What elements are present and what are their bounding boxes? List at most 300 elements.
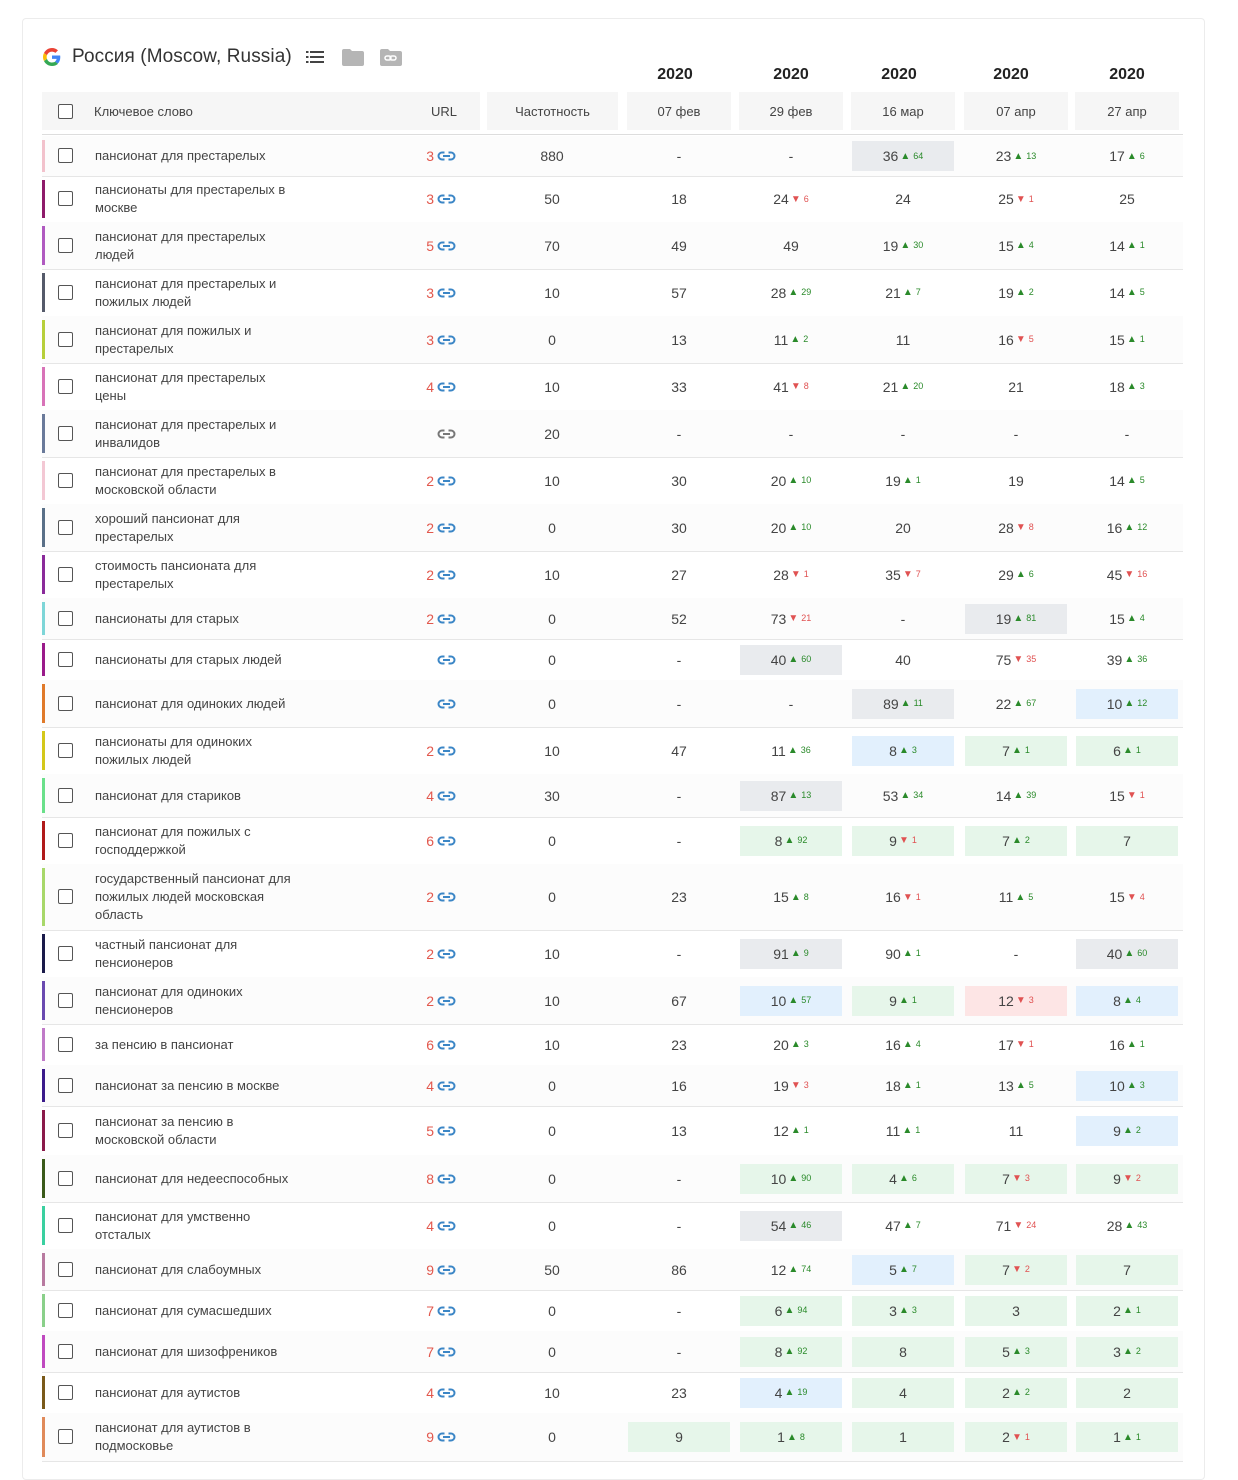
url-count[interactable]: 6 [426,1036,434,1053]
frequency-value: 0 [548,1302,556,1319]
row-checkbox[interactable] [58,1429,73,1444]
row-checkbox[interactable] [58,191,73,206]
position-value: - [676,1343,682,1360]
position-cell [965,419,1067,449]
url-cell [414,148,456,164]
link-icon[interactable] [437,1173,456,1185]
position-value: 21 [885,284,901,301]
link-icon[interactable] [437,150,456,162]
position-down-delta: ▼ 35 [1013,654,1037,665]
link-icon[interactable] [437,790,456,802]
position-down-delta: ▼ 4 [1126,891,1145,903]
position-down-delta: ▼ 1 [902,891,921,903]
link-icon[interactable] [437,745,456,757]
position-value: 5 [889,1261,897,1278]
arrow-down-icon: ▼ [902,569,913,580]
position-value: - [900,610,906,627]
position-cell [965,939,1067,969]
position-cell [965,1211,1067,1241]
row-checkbox[interactable] [58,993,73,1008]
position-up-delta: ▲ 74 [788,1264,812,1275]
arrow-up-icon: ▲ [898,1305,909,1316]
keyword-text: пансионат для шизофреников [95,1343,278,1359]
position-value: - [676,832,682,849]
position-value: 5 [1002,1343,1010,1360]
position-value: 12 [998,992,1014,1009]
arrow-down-icon: ▼ [1015,1039,1026,1050]
position-up-delta: ▲ 3 [1011,1346,1030,1357]
frequency-value: 0 [548,832,556,849]
position-value: 71 [995,1217,1012,1234]
row-checkbox[interactable] [58,238,73,253]
url-count[interactable]: 2 [426,945,434,962]
arrow-up-icon: ▲ [1126,613,1137,624]
arrow-up-icon: ▲ [1015,287,1026,298]
position-cell [965,736,1067,766]
url-count[interactable]: 2 [426,992,434,1009]
position-cell [965,1030,1067,1060]
link-icon[interactable] [437,1387,456,1399]
link-icon[interactable] [437,287,456,299]
position-value: 9 [889,832,897,849]
keyword-color-marker [42,320,45,359]
url-count[interactable]: 2 [426,472,434,489]
link-icon[interactable] [437,1431,456,1443]
position-cell [628,882,730,912]
position-down-delta: ▼ 24 [1013,1220,1037,1231]
keyword-color-marker [42,1417,45,1457]
row-checkbox[interactable] [58,743,73,758]
arrow-up-icon: ▲ [902,287,913,298]
position-cell [1076,1030,1178,1060]
frequency-value: 0 [548,1429,556,1445]
row-checkbox[interactable] [58,1385,73,1400]
position-cell [628,781,730,811]
link-icon[interactable] [437,995,456,1007]
keyword-color-marker [42,226,45,265]
arrow-down-icon: ▼ [902,891,913,903]
keyword-color-marker [42,273,45,312]
row-checkbox[interactable] [58,611,73,626]
list-icon[interactable] [306,50,324,64]
arrow-up-icon: ▲ [900,698,911,709]
url-count[interactable]: 2 [426,610,434,627]
position-cell [965,1296,1067,1326]
table-row [42,1290,1183,1332]
arrow-up-icon: ▲ [784,1305,795,1316]
url-count[interactable]: 2 [426,519,434,536]
date-column-0[interactable]: 07 фев [627,92,731,130]
position-cell [740,325,842,355]
url-count[interactable]: 4 [426,1384,434,1401]
position-value: 20 [770,519,787,536]
position-value: 3 [1113,1343,1121,1360]
position-down-delta: ▼ 1 [790,569,809,580]
link-icon[interactable] [437,428,456,440]
position-up-delta: ▲ 92 [784,835,808,846]
position-down-delta: ▼ 3 [1015,995,1034,1006]
row-checkbox[interactable] [58,285,73,300]
position-cell [1076,231,1178,261]
position-value: 22 [995,695,1012,712]
link-icon[interactable] [437,613,456,625]
url-count[interactable]: 7 [426,1343,434,1360]
position-value: 19 [995,610,1012,627]
url-column-label[interactable]: URL [431,103,458,119]
link-icon[interactable] [437,1264,456,1276]
position-up-delta: ▲ 36 [1124,654,1148,665]
frequency-value: 880 [540,148,564,164]
position-cell [852,278,954,308]
arrow-up-icon: ▲ [784,1387,795,1398]
url-cell [414,1262,456,1278]
url-count[interactable]: 4 [426,1217,434,1234]
position-up-delta: ▲ 19 [784,1387,808,1398]
position-cell [740,1378,842,1408]
url-count[interactable]: 5 [426,1122,434,1139]
position-cell [628,1164,730,1194]
table-row [42,1202,1183,1250]
url-count[interactable]: 2 [426,742,434,759]
position-cell [740,1337,842,1367]
row-checkbox[interactable] [58,379,73,394]
arrow-down-icon: ▼ [1126,790,1137,801]
arrow-up-icon: ▲ [1011,1346,1022,1357]
position-cell [1076,736,1178,766]
keyword-color-marker [42,1206,45,1245]
link-icon[interactable] [437,1039,456,1051]
url-cell [414,191,456,207]
position-cell [1076,986,1178,1016]
position-cell [1076,781,1178,811]
position-cell [852,1378,954,1408]
row-checkbox[interactable] [58,148,73,163]
position-up-delta: ▲ 1 [1122,1431,1141,1443]
keyword-text: пансионат для престарелых цены [95,369,266,403]
url-count[interactable]: 4 [426,787,434,804]
position-cell [1076,1211,1178,1241]
keyword-column-label[interactable]: Ключевое слово [94,103,193,119]
table-row [42,1106,1183,1156]
position-cell [852,1030,954,1060]
position-value: 23 [671,1036,687,1053]
position-cell [1076,466,1178,496]
url-count[interactable]: 8 [426,1170,434,1187]
position-cell [1076,1422,1178,1452]
arrow-up-icon: ▲ [902,475,913,486]
position-cell [965,1255,1067,1285]
position-cell [852,1337,954,1367]
table-row [42,864,1183,931]
position-cell [628,826,730,856]
position-value: 12 [770,1261,787,1278]
position-up-delta: ▲ 2 [1011,835,1030,846]
position-up-delta: ▲ 6 [1015,569,1034,580]
arrow-up-icon: ▲ [1122,1125,1133,1136]
arrow-down-icon: ▼ [790,569,801,580]
link-icon[interactable] [437,1080,456,1092]
keyword-text: пансионат для престарелых в московской области [95,463,276,497]
position-value: 14 [1109,284,1125,301]
position-cell [628,231,730,261]
position-up-delta: ▲ 5 [1015,1080,1034,1091]
position-cell [965,882,1067,912]
position-cell [965,1422,1067,1452]
keyword-text: пансионат для стариков [95,787,241,803]
position-down-delta: ▼ 7 [902,569,921,580]
url-cell [414,654,456,666]
arrow-up-icon: ▲ [902,948,913,959]
position-value: - [676,787,682,804]
link-icon[interactable] [437,948,456,960]
position-down-delta: ▼ 2 [1011,1264,1030,1275]
position-cell [740,689,842,719]
url-cell [414,379,456,395]
position-up-delta: ▲ 1 [1126,334,1145,345]
position-value: 28 [773,566,789,583]
position-value: 16 [885,1036,901,1053]
row-checkbox[interactable] [58,833,73,848]
report-title: Россия (Moscow, Russia) [72,46,292,67]
arrow-up-icon: ▲ [1011,1387,1022,1398]
url-cell [414,993,456,1009]
position-value: 16 [885,889,901,905]
arrow-up-icon: ▲ [1013,150,1024,162]
link-icon[interactable] [437,522,456,534]
link-icon[interactable] [437,193,456,205]
position-value: 6 [774,1302,783,1319]
date-column-1[interactable]: 29 фев [739,92,843,130]
arrow-down-icon: ▼ [1126,891,1137,903]
select-all-checkbox[interactable] [58,104,73,119]
position-value: 30 [671,519,687,536]
frequency-value: 10 [544,1036,560,1053]
position-cell [852,184,954,214]
position-cell [740,1422,842,1452]
link-icon[interactable] [437,698,456,710]
position-value: 28 [998,519,1014,536]
url-count[interactable]: 2 [426,566,434,583]
position-up-delta: ▲ 64 [900,150,924,162]
position-up-delta: ▲ 4 [1015,240,1034,251]
url-count[interactable]: 5 [426,237,434,254]
link-icon[interactable] [437,569,456,581]
arrow-up-icon: ▲ [1126,381,1137,392]
link-icon[interactable] [437,1220,456,1232]
position-cell [1076,939,1178,969]
position-down-delta: ▼ 1 [1015,193,1034,205]
row-checkbox[interactable] [58,946,73,961]
position-cell [852,1071,954,1101]
position-up-delta: ▲ 9 [790,948,809,959]
url-count[interactable]: 6 [426,832,434,849]
arrow-up-icon: ▲ [902,1125,913,1136]
row-checkbox[interactable] [58,1303,73,1318]
arrow-up-icon: ▲ [787,745,798,756]
position-up-delta: ▲ 92 [784,1346,808,1357]
position-value: 90 [885,945,901,962]
url-cell [414,946,456,962]
position-cell [965,466,1067,496]
year-col-1: 2020 [773,66,809,83]
arrow-up-icon: ▲ [898,1173,909,1184]
link-icon[interactable] [437,381,456,393]
position-down-delta: ▼ 1 [1015,1039,1034,1050]
position-value: 15 [1109,787,1125,804]
url-count[interactable]: 3 [426,331,434,348]
url-count[interactable]: 4 [426,378,434,395]
row-checkbox[interactable] [58,1037,73,1052]
link-icon[interactable] [437,1346,456,1358]
keyword-color-marker [42,508,45,547]
row-checkbox[interactable] [58,788,73,803]
date-column-3[interactable]: 07 апр [964,92,1068,130]
arrow-up-icon: ▲ [1126,475,1137,486]
folder-icon[interactable] [342,49,364,66]
position-cell [628,1296,730,1326]
frequency-column-label[interactable]: Частотность [487,92,618,130]
row-checkbox[interactable] [58,1171,73,1186]
position-cell [628,513,730,543]
position-cell [852,604,954,634]
date-column-4[interactable]: 27 апр [1075,92,1179,130]
position-cell [852,939,954,969]
row-checkbox[interactable] [58,1262,73,1277]
url-count[interactable]: 4 [426,1077,434,1094]
url-count[interactable]: 9 [426,1261,434,1278]
position-value: 87 [770,787,787,804]
url-count[interactable]: 3 [426,284,434,301]
row-checkbox[interactable] [58,696,73,711]
position-value: - [788,695,794,712]
position-value: - [788,148,794,164]
year-col-0: 2020 [657,66,693,83]
row-checkbox[interactable] [58,1078,73,1093]
position-up-delta: ▲ 3 [1126,1080,1145,1091]
frequency-value: 10 [544,472,560,489]
keyword-text: пансионат для престарелых и пожилых людей [95,275,277,309]
row-checkbox[interactable] [58,567,73,582]
position-cell [628,1211,730,1241]
position-cell [852,986,954,1016]
position-cell [740,986,842,1016]
position-up-delta: ▲ 3 [790,1039,809,1050]
table-row [42,363,1183,411]
position-value: 16 [671,1077,687,1094]
link-icon[interactable] [437,891,456,903]
position-up-delta: ▲ 8 [790,891,809,903]
frequency-value: 10 [544,742,560,759]
row-checkbox[interactable] [58,426,73,441]
position-up-delta: ▲ 34 [900,790,924,801]
link-icon[interactable] [437,1125,456,1137]
table-row [42,930,1183,978]
position-value: 13 [671,331,687,348]
url-count[interactable]: 2 [426,889,434,905]
position-value: 14 [1109,472,1125,489]
row-checkbox[interactable] [58,1344,73,1359]
position-cell [852,645,954,675]
position-cell [628,1337,730,1367]
link-icon[interactable] [437,334,456,346]
position-up-delta: ▲ 46 [788,1220,812,1231]
position-up-delta: ▲ 67 [1013,698,1037,709]
keyword-text: пансионат за пенсию в москве [95,1077,280,1093]
folder-link-icon[interactable] [380,49,402,66]
position-value: 17 [998,1036,1014,1053]
position-cell [852,1296,954,1326]
position-up-delta: ▲ 2 [1122,1125,1141,1136]
position-value: 15 [773,889,789,905]
position-up-delta: ▲ 2 [790,334,809,345]
frequency-value: 0 [548,651,556,668]
arrow-up-icon: ▲ [1122,995,1133,1006]
arrow-down-icon: ▼ [1013,1220,1024,1231]
keyword-text: пансионат для умственно отсталых [95,1208,251,1242]
row-checkbox[interactable] [58,473,73,488]
link-icon[interactable] [437,835,456,847]
position-up-delta: ▲ 60 [1124,948,1148,959]
arrow-up-icon: ▲ [1122,1305,1133,1316]
arrow-up-icon: ▲ [1015,1080,1026,1091]
position-value: 10 [1109,1077,1125,1094]
frequency-value: 0 [548,1122,556,1139]
url-count[interactable]: 7 [426,1302,434,1319]
keyword-text: пансионат для пожилых и престарелых [95,322,252,356]
position-cell [852,231,954,261]
row-checkbox[interactable] [58,1123,73,1138]
position-value: 67 [671,992,687,1009]
row-checkbox[interactable] [58,652,73,667]
date-column-2[interactable]: 16 мар [851,92,955,130]
position-up-delta: ▲ 6 [1126,150,1145,162]
row-checkbox[interactable] [58,520,73,535]
arrow-down-icon: ▼ [1013,654,1024,665]
url-count[interactable]: 3 [426,148,434,164]
position-value: 7 [1002,1170,1010,1187]
frequency-value: 10 [544,1384,560,1401]
google-icon [42,47,62,67]
link-icon[interactable] [437,1305,456,1317]
position-value: 7 [1123,832,1131,849]
position-value: 54 [770,1217,787,1234]
link-icon[interactable] [437,240,456,252]
position-value: - [676,1217,682,1234]
url-count[interactable]: 9 [426,1429,434,1445]
keyword-text: хороший пансионат для престарелых [95,510,240,544]
keyword-color-marker [42,1376,45,1409]
position-up-delta: ▲ 36 [787,745,811,756]
url-cell [414,473,456,489]
position-cell [965,231,1067,261]
position-value: 19 [882,237,899,254]
keyword-text: стоимость пансионата для престарелых [95,557,257,591]
row-checkbox[interactable] [58,332,73,347]
url-count[interactable]: 3 [426,191,434,207]
row-checkbox[interactable] [58,889,73,904]
arrow-up-icon: ▲ [788,995,799,1006]
position-value: 14 [1109,237,1125,254]
position-value: 18 [1109,378,1125,395]
position-cell [740,939,842,969]
arrow-down-icon: ▼ [1015,193,1026,205]
position-value: 10 [770,992,787,1009]
link-icon[interactable] [437,475,456,487]
row-checkbox[interactable] [58,1218,73,1233]
position-value: 36 [882,148,899,164]
position-value: 25 [1119,191,1135,207]
link-icon[interactable] [437,654,456,666]
